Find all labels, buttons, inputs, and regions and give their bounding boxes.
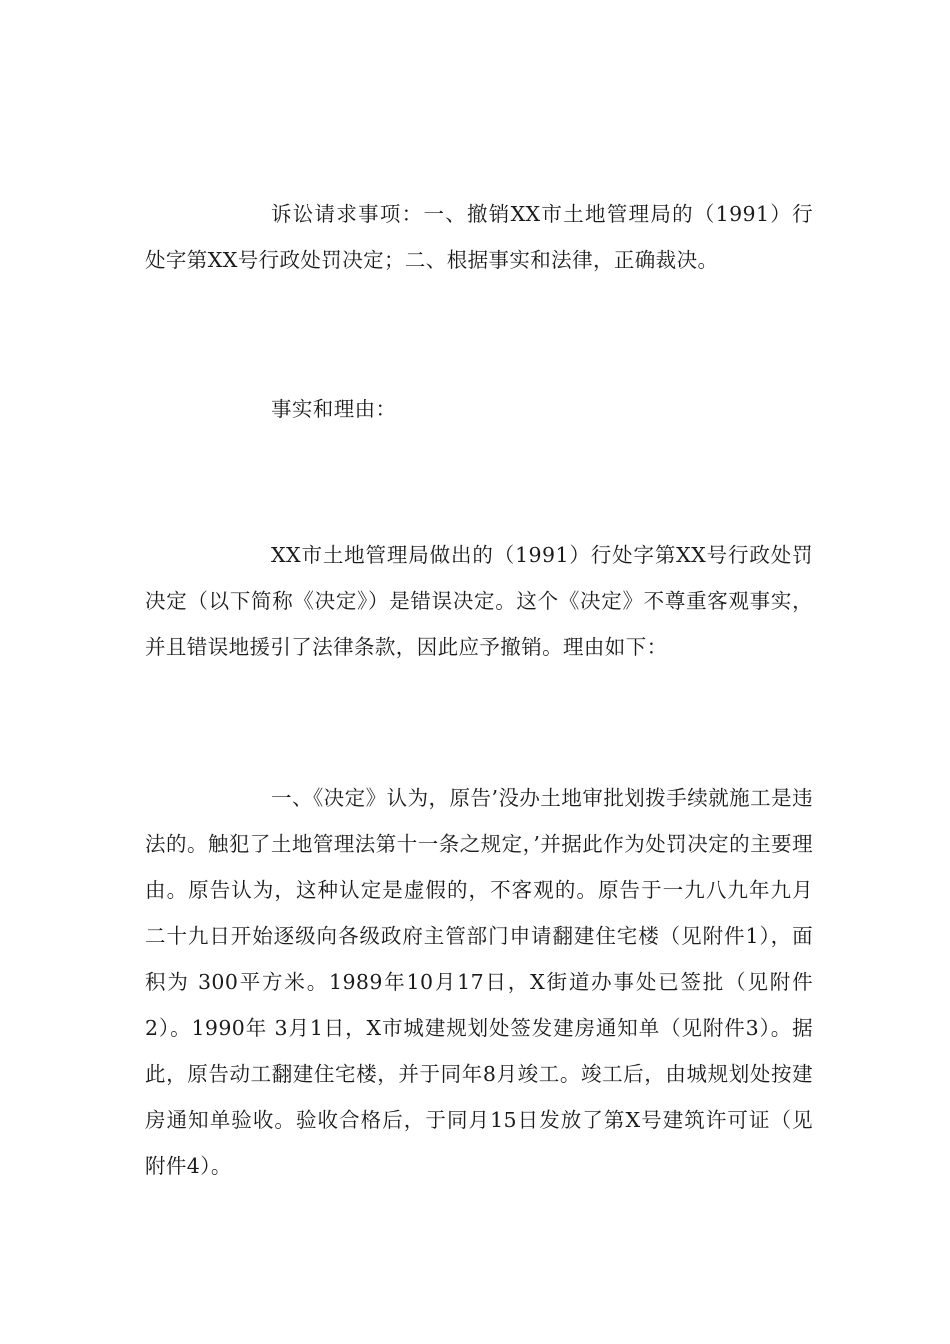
litigation-claims-paragraph: 诉讼请求事项：一、撤销XX市土地管理局的（1991）行处字第XX号行政处罚决定；二、根据事实和法律，正确裁决。 — [145, 202, 813, 272]
reason-one-paragraph: 一、《决定》认为，原告’没办土地审批划拨手续就施工是违法的。触犯了土地管理法第十一条之规定，’并据此作为处罚决定的主要理由。原告认为，这种认定是虚假的，不客观的。原告于一九八九年九月二十九日开始逐级向各级政府主管部门申请翻建住宅楼（见附件1），面积为 300平方米。1989年10月17日，X街道办事处已签批（见附件2）。1990年 3月1日，X市城建规划处签发建房通知单（见附件3）。据此，原告动工翻建住宅楼，并于同年8月竣工。竣工后，由城规划处按建房通知单验收。验收合格后，于同月15日发放了第X号建筑许可证（见附件4）。 — [145, 786, 813, 1178]
decision-error-paragraph: XX市土地管理局做出的（1991）行处字第XX号行政处罚决定（以下简称《决定》）是错误决定。这个《决定》不尊重客观事实，并且错误地援引了法律条款，因此应予撤销。理由如下： — [145, 543, 813, 659]
facts-and-reasons-heading: 事实和理由： — [271, 397, 397, 421]
